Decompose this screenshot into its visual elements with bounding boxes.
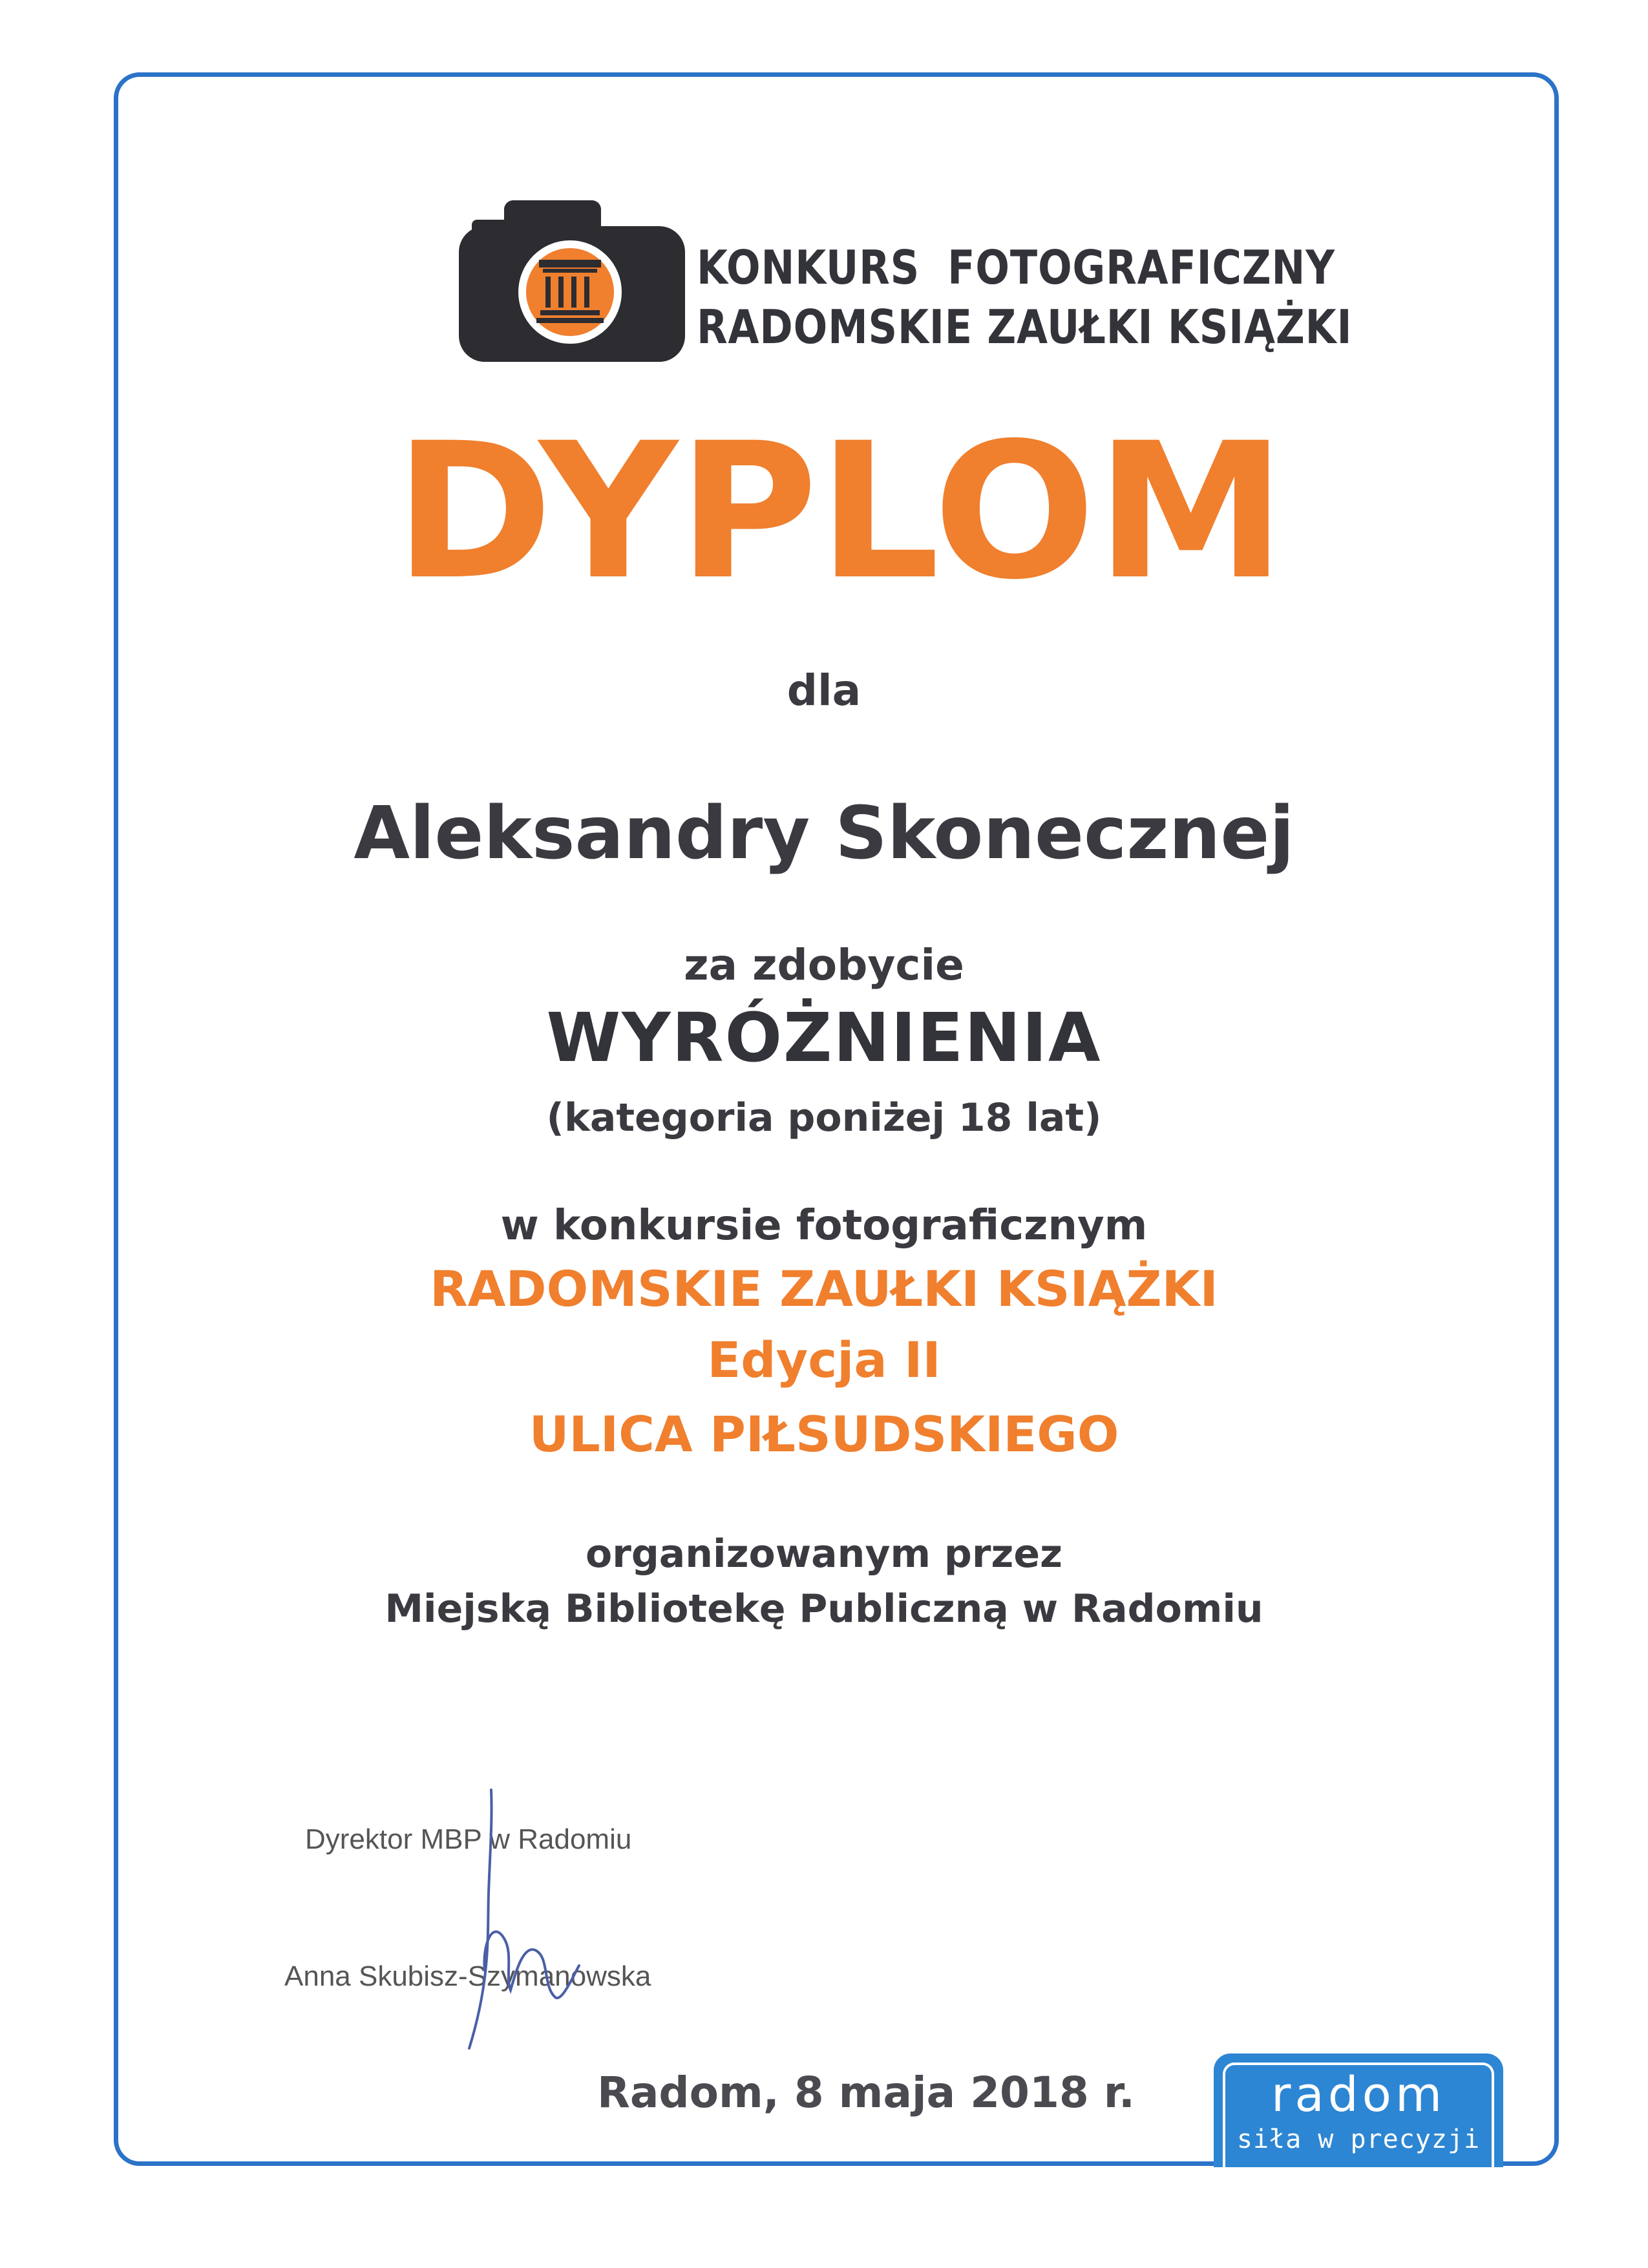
radom-logo-wordmark: radom [1271,2067,1446,2123]
for-label: dla [787,666,861,715]
contest-theme: ULICA PIŁSUDSKIEGO [529,1405,1119,1463]
signatory-role: Dyrektor MBP w Radomiu [305,1823,632,1855]
radom-city-logo [1214,2053,1503,2167]
logo-line-2: RADOMSKIE ZAUŁKI KSIĄŻKI [697,300,1353,354]
logo-line-1: KONKURS FOTOGRAFICZNY [697,240,1335,295]
recipient-name: Aleksandry Skonecznej [354,792,1294,876]
place-and-date: Radom, 8 maja 2018 r. [597,2068,1135,2117]
award-title: WYRÓŻNIENIA [546,998,1102,1077]
diploma-title-text: DYPLOM [394,426,1286,594]
contest-name: RADOMSKIE ZAUŁKI KSIĄŻKI [430,1260,1218,1318]
camera-with-library-emblem-icon [452,194,692,368]
organizer-name: Miejską Bibliotekę Publiczną w Radomiu [385,1586,1263,1632]
signatory-name: Anna Skubisz-Szymanowska [284,1960,651,1992]
contest-logo [452,194,1353,368]
diploma-title [388,426,1293,594]
contest-intro: w konkursie fotograficznym [500,1202,1148,1250]
award-category: (kategoria poniżej 18 lat) [546,1095,1102,1140]
contest-edition: Edycja II [707,1331,941,1389]
handwritten-signature [446,1783,601,2055]
organizer-intro: organizowanym przez [586,1531,1062,1577]
contest-logo-text [697,238,1353,357]
radom-logo-tagline: siła w precyzji [1236,2125,1481,2154]
reason-label: za zdobycie [684,940,964,990]
